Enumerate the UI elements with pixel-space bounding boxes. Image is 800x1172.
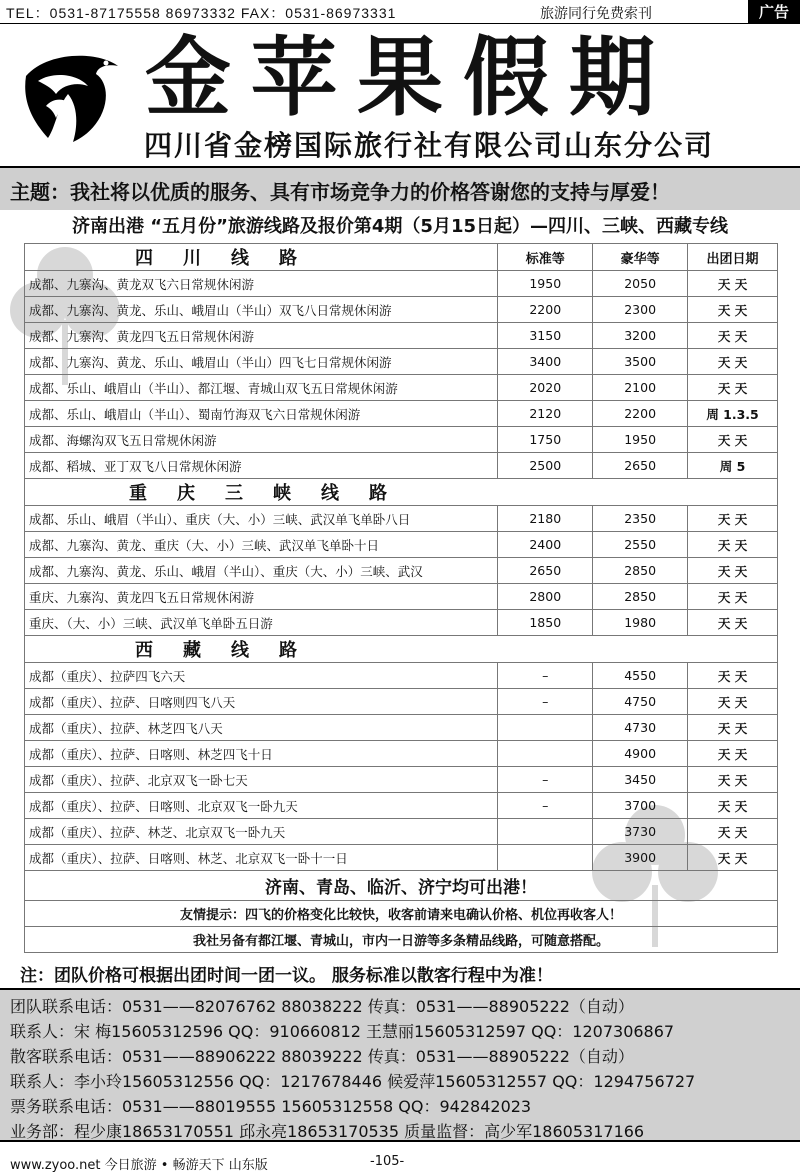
departure-date: 天 天 bbox=[688, 610, 778, 636]
route-cell: 成都（重庆）、拉萨、日喀则、林芝、北京双飞一卧十一日 bbox=[25, 845, 498, 871]
standard-price: 2120 bbox=[498, 401, 593, 427]
departure-date: 天 天 bbox=[688, 715, 778, 741]
footer-url: www.zyoo.net 今日旅游 • 畅游天下 山东版 bbox=[10, 1158, 268, 1172]
route-cell: 成都、九寨沟、黄龙、乐山、峨眉山（半山）四飞七日常规休闲游 bbox=[25, 349, 498, 375]
table-row bbox=[25, 715, 778, 741]
departure-date: 天 天 bbox=[688, 767, 778, 793]
table-row bbox=[25, 297, 778, 323]
departure-date: 天 天 bbox=[688, 271, 778, 297]
standard-price bbox=[498, 845, 593, 871]
standard-price bbox=[498, 715, 593, 741]
section-title-sichuan: 四川线路 bbox=[25, 244, 498, 271]
section-title-tibet: 西藏线路 bbox=[25, 636, 778, 663]
table-header-row bbox=[25, 244, 778, 271]
standard-price: 2180 bbox=[498, 506, 593, 532]
route-cell: 重庆、九寨沟、黄龙四飞五日常规休闲游 bbox=[25, 584, 498, 610]
route-cell: 重庆、（大、小）三峡、武汉单飞单卧五日游 bbox=[25, 610, 498, 636]
standard-price: 3150 bbox=[498, 323, 593, 349]
departure-date: 天 天 bbox=[688, 349, 778, 375]
departure-date: 天 天 bbox=[688, 793, 778, 819]
section-row-chongqing bbox=[25, 479, 778, 506]
table-row bbox=[25, 401, 778, 427]
route-cell: 成都（重庆）、拉萨、日喀则、林芝四飞十日 bbox=[25, 741, 498, 767]
table-row bbox=[25, 845, 778, 871]
page-number: -105- bbox=[370, 1154, 405, 1169]
route-cell: 成都（重庆）、拉萨四飞六天 bbox=[25, 663, 498, 689]
luxury-price: 1950 bbox=[593, 427, 688, 453]
standard-price: 1850 bbox=[498, 610, 593, 636]
departure-note: 济南、青岛、临沂、济宁均可出港！ bbox=[25, 871, 778, 901]
contact-line: 业务部：程少康18653170551 邱永亮18653170535 质量监督：高少军18605317166 bbox=[10, 1122, 645, 1141]
route-cell: 成都（重庆）、拉萨、林芝、北京双飞一卧九天 bbox=[25, 819, 498, 845]
luxury-price: 2300 bbox=[593, 297, 688, 323]
dove-logo-icon bbox=[18, 46, 128, 146]
luxury-price: 2350 bbox=[593, 506, 688, 532]
departure-date: 天 天 bbox=[688, 741, 778, 767]
standard-price: 3400 bbox=[498, 349, 593, 375]
theme-banner bbox=[0, 166, 800, 210]
sichuan-rows bbox=[25, 271, 778, 479]
table-row bbox=[25, 767, 778, 793]
table-row bbox=[25, 323, 778, 349]
departure-date: 周 1.3.5 bbox=[688, 401, 778, 427]
contact-line: 票务联系电话：0531——88019555 15605312558 QQ：942842023 bbox=[10, 1097, 532, 1116]
standard-price: 2800 bbox=[498, 584, 593, 610]
luxury-price: 4900 bbox=[593, 741, 688, 767]
tip-row bbox=[25, 901, 778, 927]
departure-date: 天 天 bbox=[688, 845, 778, 871]
table-row bbox=[25, 532, 778, 558]
standard-price: – bbox=[498, 663, 593, 689]
table-row bbox=[25, 349, 778, 375]
table-row bbox=[25, 506, 778, 532]
section-row-tibet bbox=[25, 636, 778, 663]
route-cell: 成都（重庆）、拉萨、林芝四飞八天 bbox=[25, 715, 498, 741]
top-note: 旅游同行免费索刊 bbox=[540, 6, 652, 22]
standard-price bbox=[498, 819, 593, 845]
luxury-price: 2650 bbox=[593, 453, 688, 479]
table-row bbox=[25, 453, 778, 479]
luxury-price: 2850 bbox=[593, 558, 688, 584]
luxury-price: 2100 bbox=[593, 375, 688, 401]
section-title-chongqing: 重庆三峡线路 bbox=[25, 479, 778, 506]
route-cell: 成都、稻城、亚丁双飞八日常规休闲游 bbox=[25, 453, 498, 479]
standard-price: 1950 bbox=[498, 271, 593, 297]
route-cell: 成都（重庆）、拉萨、日喀则、北京双飞一卧九天 bbox=[25, 793, 498, 819]
chongqing-rows bbox=[25, 506, 778, 636]
luxury-price: 3450 bbox=[593, 767, 688, 793]
contact-line: 散客联系电话：0531——88906222 88039222 传真：0531——88905222（自动） bbox=[10, 1047, 634, 1066]
standard-price: – bbox=[498, 767, 593, 793]
table-row bbox=[25, 271, 778, 297]
standard-price: 2020 bbox=[498, 375, 593, 401]
route-cell: 成都、乐山、峨眉山（半山）、都江堰、青城山双飞五日常规休闲游 bbox=[25, 375, 498, 401]
group-price-note: 注：团队价格可根据出团时间一团一议。 服务标准以散客行程中为准！ bbox=[20, 966, 553, 986]
header bbox=[0, 24, 800, 162]
price-table bbox=[24, 243, 778, 953]
top-bar bbox=[0, 0, 800, 24]
departure-date: 天 天 bbox=[688, 427, 778, 453]
luxury-price: 3700 bbox=[593, 793, 688, 819]
route-cell: 成都（重庆）、拉萨、日喀则四飞八天 bbox=[25, 689, 498, 715]
theme-text: 主题：我社将以优质的服务、具有市场竞争力的价格答谢您的支持与厚爱！ bbox=[10, 180, 670, 204]
route-cell: 成都、海螺沟双飞五日常规休闲游 bbox=[25, 427, 498, 453]
departure-date: 天 天 bbox=[688, 375, 778, 401]
route-cell: 成都、九寨沟、黄龙双飞六日常规休闲游 bbox=[25, 271, 498, 297]
departure-date: 天 天 bbox=[688, 819, 778, 845]
table-row bbox=[25, 558, 778, 584]
departure-date: 天 天 bbox=[688, 506, 778, 532]
contact-line: 联系人：宋 梅15605312596 QQ：910660812 王慧丽15605312597 QQ：1207306867 bbox=[10, 1022, 675, 1041]
departure-date: 天 天 bbox=[688, 297, 778, 323]
standard-price: 2200 bbox=[498, 297, 593, 323]
route-cell: 成都、乐山、峨眉山（半山）、蜀南竹海双飞六日常规休闲游 bbox=[25, 401, 498, 427]
more-routes-note: 我社另备有都江堰、青城山，市内一日游等多条精品线路，可随意搭配。 bbox=[25, 927, 778, 953]
luxury-price: 4550 bbox=[593, 663, 688, 689]
table-row bbox=[25, 584, 778, 610]
brand-title: 金苹果假期 bbox=[145, 27, 675, 128]
ad-badge: 广告 bbox=[748, 0, 800, 24]
footer bbox=[0, 1154, 800, 1172]
departure-date: 天 天 bbox=[688, 323, 778, 349]
departure-date: 天 天 bbox=[688, 532, 778, 558]
subtitle: 济南出港 “五月份”旅游线路及报价第4期（5月15日起）—四川、三峡、西藏专线 bbox=[71, 216, 729, 237]
standard-price: 1750 bbox=[498, 427, 593, 453]
contact-line: 团队联系电话：0531——82076762 88038222 传真：0531——88905222（自动） bbox=[10, 997, 634, 1016]
standard-price bbox=[498, 741, 593, 767]
departure-row bbox=[25, 871, 778, 901]
luxury-price: 2550 bbox=[593, 532, 688, 558]
friendly-tip: 友情提示：四飞的价格变化比较快，收客前请来电确认价格、机位再收客人！ bbox=[25, 901, 778, 927]
table-row bbox=[25, 819, 778, 845]
table-row bbox=[25, 375, 778, 401]
standard-price: 2400 bbox=[498, 532, 593, 558]
route-cell: 成都、九寨沟、黄龙、重庆（大、小）三峡、武汉单飞单卧十日 bbox=[25, 532, 498, 558]
route-cell: 成都、九寨沟、黄龙四飞五日常规休闲游 bbox=[25, 323, 498, 349]
company-name: 四川省金榜国际旅行社有限公司山东分公司 bbox=[144, 129, 715, 162]
luxury-price: 4730 bbox=[593, 715, 688, 741]
route-cell: 成都、乐山、峨眉（半山）、重庆（大、小）三峡、武汉单飞单卧八日 bbox=[25, 506, 498, 532]
luxury-price: 3900 bbox=[593, 845, 688, 871]
departure-date: 天 天 bbox=[688, 584, 778, 610]
luxury-price: 2050 bbox=[593, 271, 688, 297]
standard-price: – bbox=[498, 793, 593, 819]
luxury-price: 3500 bbox=[593, 349, 688, 375]
table-row bbox=[25, 793, 778, 819]
top-tel: TEL：0531-87175558 86973332 FAX：0531-86973331 bbox=[6, 5, 397, 21]
table-row bbox=[25, 610, 778, 636]
luxury-price: 3200 bbox=[593, 323, 688, 349]
luxury-price: 3730 bbox=[593, 819, 688, 845]
standard-price: 2650 bbox=[498, 558, 593, 584]
standard-price: – bbox=[498, 689, 593, 715]
route-cell: 成都、九寨沟、黄龙、乐山、峨眉山（半山）双飞八日常规休闲游 bbox=[25, 297, 498, 323]
tibet-rows bbox=[25, 663, 778, 871]
contacts-panel bbox=[0, 988, 800, 1142]
col-header-standard: 标准等 bbox=[498, 244, 593, 271]
route-cell: 成都、九寨沟、黄龙、乐山、峨眉（半山）、重庆（大、小）三峡、武汉 bbox=[25, 558, 498, 584]
departure-date: 天 天 bbox=[688, 689, 778, 715]
departure-date: 天 天 bbox=[688, 558, 778, 584]
luxury-price: 4750 bbox=[593, 689, 688, 715]
contact-line: 联系人：李小玲15605312556 QQ：1217678446 候爱萍15605312557 QQ：1294756727 bbox=[10, 1072, 696, 1091]
departure-date: 周 5 bbox=[688, 453, 778, 479]
table-row bbox=[25, 427, 778, 453]
luxury-price: 2200 bbox=[593, 401, 688, 427]
table-row bbox=[25, 663, 778, 689]
luxury-price: 2850 bbox=[593, 584, 688, 610]
table-row bbox=[25, 741, 778, 767]
luxury-price: 1980 bbox=[593, 610, 688, 636]
col-header-date: 出团日期 bbox=[688, 244, 778, 271]
departure-date: 天 天 bbox=[688, 663, 778, 689]
price-table-wrap bbox=[24, 243, 778, 953]
col-header-luxury: 豪华等 bbox=[593, 244, 688, 271]
route-cell: 成都（重庆）、拉萨、北京双飞一卧七天 bbox=[25, 767, 498, 793]
more-row bbox=[25, 927, 778, 953]
standard-price: 2500 bbox=[498, 453, 593, 479]
table-row bbox=[25, 689, 778, 715]
